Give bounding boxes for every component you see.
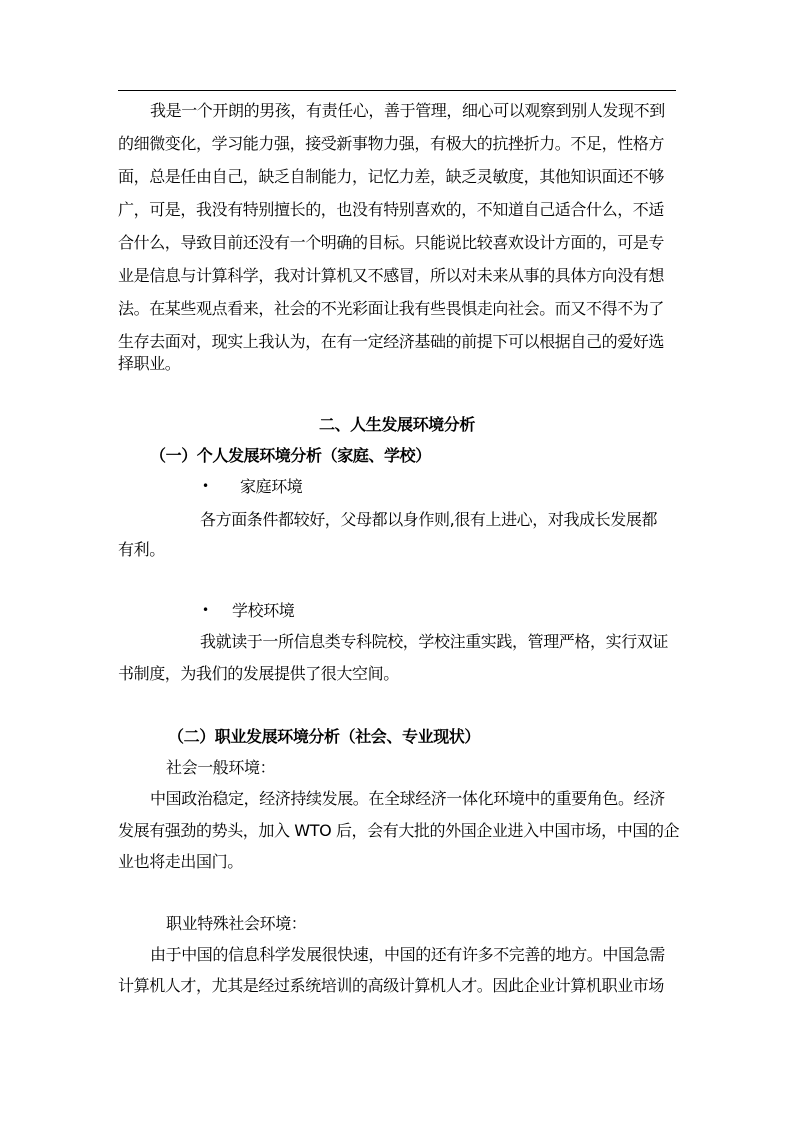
school-environment-line: 我就读于一所信息类专科院校，学校注重实践，管理严格，实行双证	[200, 632, 669, 651]
intro-line: 合什么，导致目前还没有一个明确的目标。只能说比较喜欢设计方面的，可是专	[118, 233, 665, 252]
general-environment-line: 中国政治稳定，经济持续发展。在全球经济一体化环境中的重要角色。经济	[150, 789, 665, 808]
school-environment-title: 学校环境	[232, 601, 295, 620]
intro-line: 法。在某些观点看来，社会的不光彩面让我有些畏惧走向社会。而又不得不为了	[118, 299, 665, 318]
special-environment-title: 职业特殊社会环境：	[166, 914, 307, 933]
intro-line: 生存去面对，现实上我认为，在有一定经济基础的前提下可以根据自己的爱好选	[118, 332, 665, 351]
special-environment-line: 计算机人才，尤其是经过系统培训的高级计算机人才。因此企业计算机职业市场	[118, 976, 665, 995]
special-environment-line: 由于中国的信息科学发展很快速，中国的还有许多不完善的地方。中国急需	[150, 945, 665, 964]
bullet-icon: •	[202, 603, 210, 617]
intro-line: 面，总是任由自己，缺乏自制能力，记忆力差，缺乏灵敏度，其他知识面还不够	[118, 167, 665, 186]
school-environment-line: 书制度，为我们的发展提供了很大空间。	[118, 664, 399, 683]
general-environment-line: 业也将走出国门。	[118, 852, 243, 871]
section-heading: 二、人生发展环境分析	[318, 415, 475, 434]
general-environment-title: 社会一般环境：	[166, 758, 276, 777]
subsection-heading-personal: （一）个人发展环境分析（家庭、学校）	[150, 446, 431, 465]
intro-line: 的细微变化，学习能力强，接受新事物力强，有极大的抗挫折力。不足，性格方	[118, 134, 665, 153]
header-rule	[118, 90, 676, 91]
intro-line: 我是一个开朗的男孩，有责任心，善于管理，细心可以观察到别人发现不到	[150, 101, 665, 120]
intro-line: 择职业。	[118, 354, 181, 373]
family-environment-line: 有利。	[118, 540, 165, 559]
family-environment-line: 各方面条件都较好，父母都以身作则,很有上进心，对我成长发展都	[200, 510, 658, 529]
bullet-icon: •	[202, 479, 210, 493]
intro-line: 广，可是，我没有特别擅长的，也没有特别喜欢的，不知道自己适合什么，不适	[118, 200, 665, 219]
family-environment-title: 家庭环境	[240, 477, 303, 496]
subsection-heading-career: （二）职业发展环境分析（社会、专业现状）	[168, 727, 481, 746]
intro-line: 业是信息与计算科学，我对计算机又不感冒，所以对未来从事的具体方向没有想	[118, 266, 665, 285]
general-environment-line: 发展有强劲的势头，加入 WTO 后，会有大批的外国企业进入中国市场，中国的企	[118, 821, 680, 840]
